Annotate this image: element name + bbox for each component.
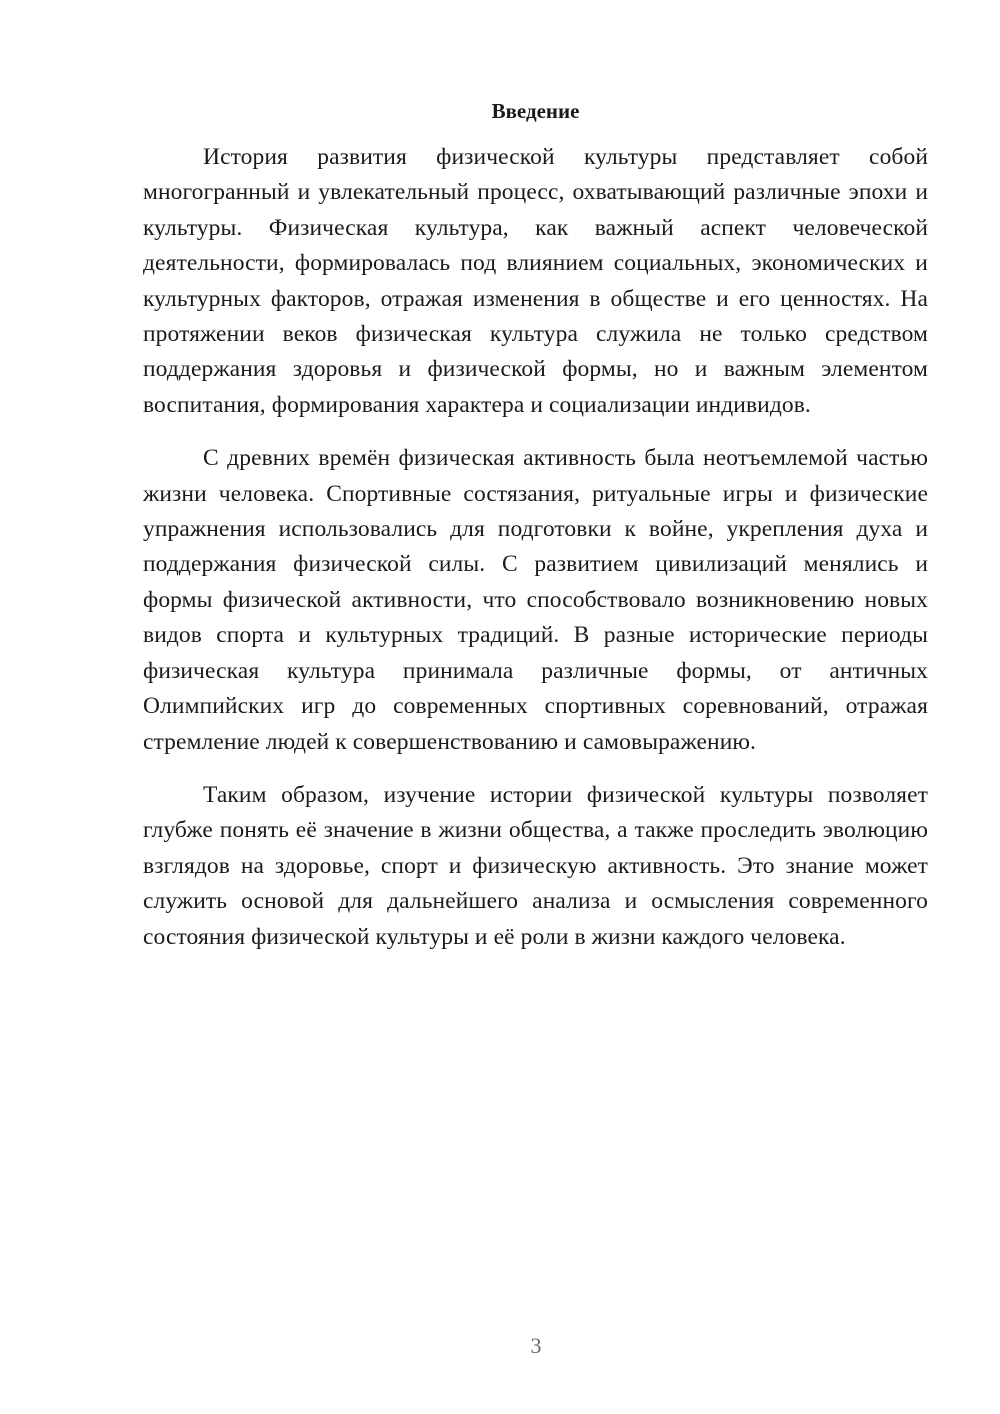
paragraph-2: С древних времён физическая активность была неотъемлемой частью жизни человека. Спортивные состязания, ритуальные игры и физические упражнения использовались для подготовки к войне, укрепления духа и поддержания физической силы. С развитием цивилизаций менялись и формы физической активности, что способствовало возникновению новых видов спорта и культурных традиций. В разные исторические периоды физическая культура принимала различные формы, от античных Олимпийских игр до современных спортивных соревнований, отражая стремление людей к совершенствованию и самовыражению. bbox=[143, 445, 928, 755]
paragraph-3: Таким образом, изучение истории физической культуры позволяет глубже понять её значение в жизни общества, а также проследить эволюцию взглядов на здоровье, спорт и физическую активность. Это знание может служить основой для дальнейшего анализа и осмысления современного состояния физической культуры и её роли в жизни каждого человека. bbox=[143, 781, 928, 950]
paragraph-1: История развития физической культуры представляет собой многогранный и увлекательный процесс, охватывающий различные эпохи и культуры. Физическая культура, как важный аспект человеческой деятельности, формировалась под влиянием социальных, экономических и культурных факторов, отражая изменения в обществе и его ценностях. На протяжении веков физическая культура служила не только средством поддержания здоровья и физической формы, но и важным элементом воспитания, формирования характера и социализации индивидов. bbox=[143, 144, 928, 418]
body-text bbox=[143, 140, 928, 955]
page-number: 3 bbox=[530, 1333, 542, 1358]
section-heading: Введение bbox=[491, 99, 580, 123]
